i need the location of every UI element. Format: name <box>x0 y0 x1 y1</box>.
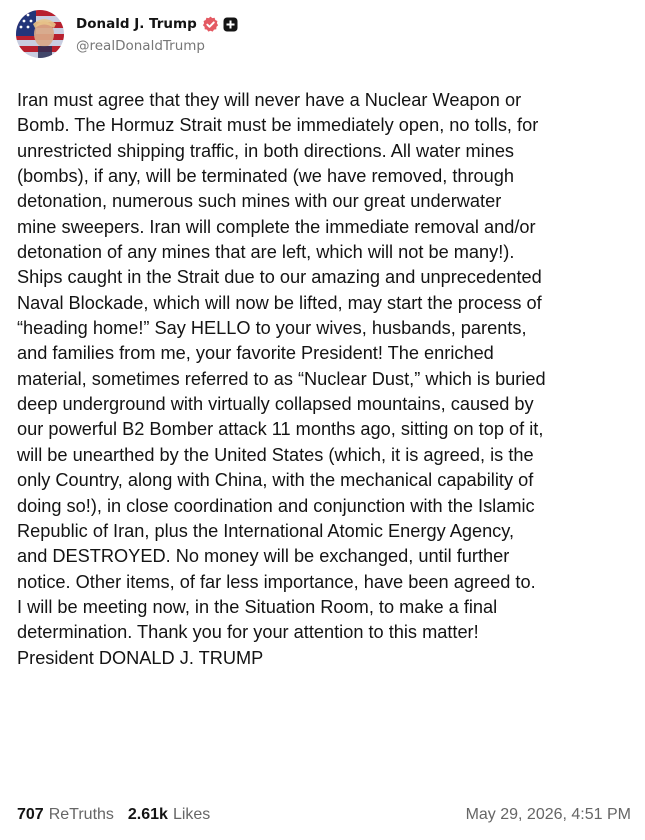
post-body-line: only Country, along with China, with the mechanical capability of <box>17 470 534 491</box>
plus-badge-icon <box>223 17 238 32</box>
likes-stat[interactable] <box>128 806 210 824</box>
post-timestamp[interactable]: May 29, 2026, 4:51 PM <box>465 806 631 823</box>
likes-count: 2.61k <box>127 806 168 823</box>
post-body-line: “heading home!” Say HELLO to your wives, husbands, parents, <box>17 318 527 339</box>
post-body-line: will be unearthed by the United States (which, it is agreed, is the <box>17 444 534 465</box>
post-header <box>16 10 238 58</box>
post-body-line: Republic of Iran, plus the International Atomic Energy Agency, <box>17 520 515 541</box>
post-body-line: deep underground with virtually collapsed mountains, caused by <box>17 394 534 415</box>
post-body-line: material, sometimes referred to as “Nuclear Dust,” which is buried <box>17 368 546 389</box>
retruths-label: ReTruths <box>48 806 114 823</box>
post-body-line: Iran must agree that they will never have a Nuclear Weapon or <box>17 90 522 110</box>
post-body-line: (bombs), if any, will be terminated (we have removed, through <box>17 166 515 187</box>
post-body-line: mine sweepers. Iran will complete the immediate removal and/or <box>17 216 536 237</box>
post-body-line: and DESTROYED. No money will be exchanged, until further <box>17 546 510 567</box>
author-display-name[interactable]: Donald J. Trump <box>76 16 197 32</box>
avatar-image <box>16 10 64 58</box>
post-body-line: unrestricted shipping traffic, in both directions. All water mines <box>17 140 515 161</box>
author-handle[interactable]: @realDonaldTrump <box>76 38 205 54</box>
retruths-count: 707 <box>17 806 44 823</box>
post-body-line: notice. Other items, of far less importance, have been agreed to. <box>17 571 536 592</box>
post-body-line: I will be meeting now, in the Situation Room, to make a final <box>17 596 498 617</box>
post-body-line: detonation of any mines that are left, which will not be many!). <box>17 242 515 263</box>
avatar[interactable] <box>16 10 64 58</box>
post-footer <box>17 803 631 827</box>
likes-label: Likes <box>172 806 211 823</box>
post-body-line: our powerful B2 Bomber attack 11 months ago, sitting on top of it, <box>17 419 544 440</box>
post-body-line: Bomb. The Hormuz Strait must be immediately open, no tolls, for <box>17 115 539 136</box>
post-body-line: determination. Thank you for your attention to this matter! <box>17 622 479 643</box>
post-body-line: and families from me, your favorite President! The enriched <box>17 343 494 364</box>
author-identity <box>76 14 238 54</box>
post-body-line: President DONALD J. TRUMP <box>17 647 264 668</box>
post-body-line: Naval Blockade, which will now be lifted, may start the process of <box>17 292 542 313</box>
name-row <box>76 14 238 34</box>
post-body-line: doing so!), in close coordination and conjunction with the Islamic <box>17 495 535 516</box>
post-body-line: detonation, numerous such mines with our great underwater <box>17 191 502 212</box>
post-body-line: Ships caught in the Strait due to our amazing and unprecedented <box>17 267 542 288</box>
verified-badge-icon <box>202 16 219 33</box>
post-body <box>17 88 637 671</box>
retruths-stat[interactable] <box>17 806 114 824</box>
